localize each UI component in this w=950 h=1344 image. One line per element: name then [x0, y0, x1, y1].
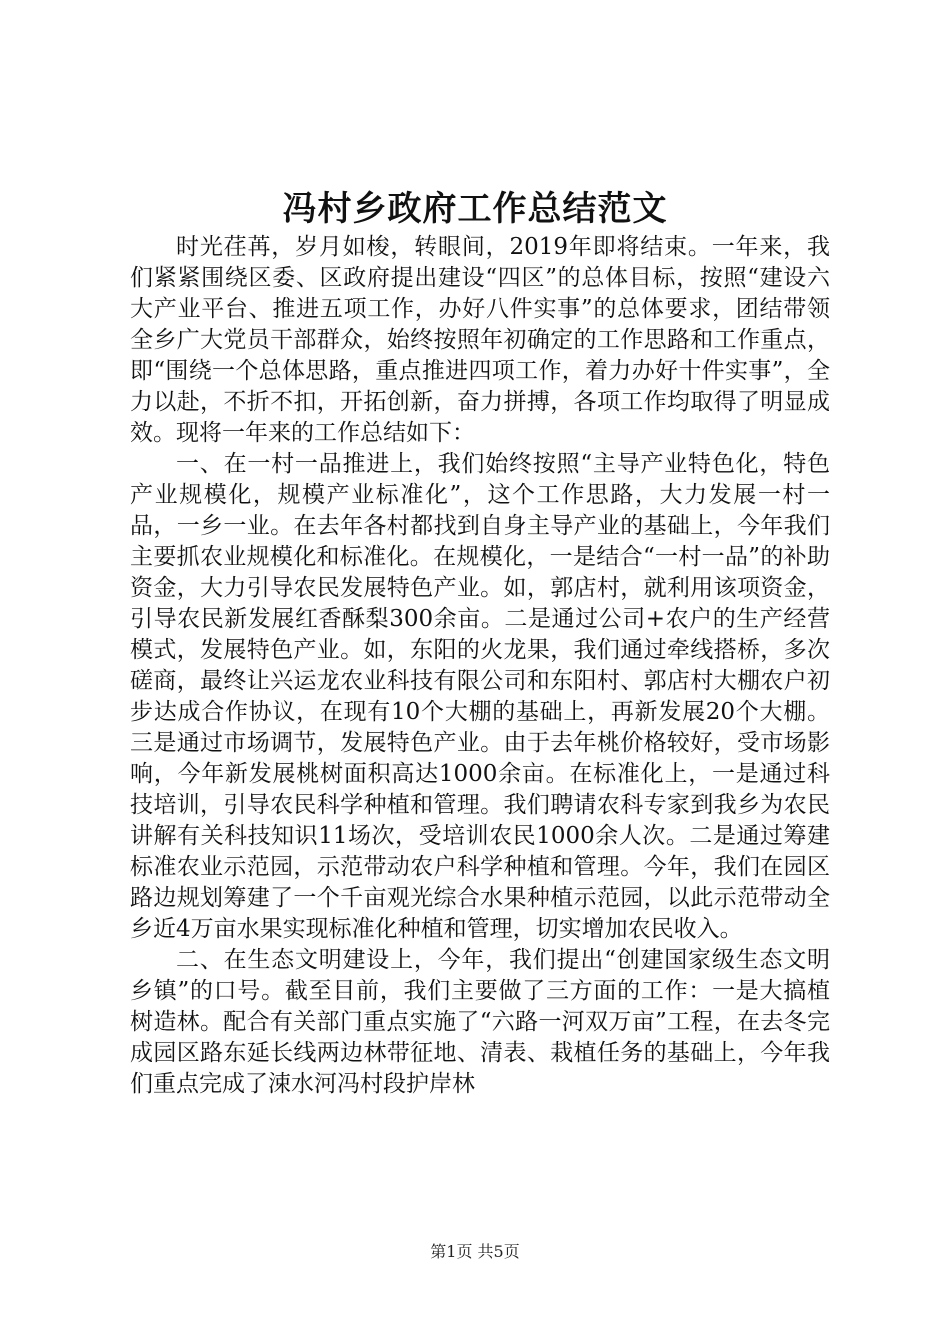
paragraph-one-village-one-product: 一、在一村一品推进上，我们始终按照“主导产业特色化，特色产业规模化，规模产业标准化”，这个工作思路，大力发展一村一品，一乡一业。在去年各村都找到自身主导产业的基础上，今年我们主要抓农业规模化和标准化。在规模化，一是结合“一村一品”的补助资金，大力引导农民发展特色产业。如，郭店村，就利用该项资金，引导农民新发展红香酥梨300余亩。二是通过公司+农户的生产经营模式，发展特色产业。如，东阳的火龙果，我们通过牵线搭桥，多次磋商，最终让兴运龙农业科技有限公司和东阳村、郭店村大棚农户初步达成合作协议，在现有10个大棚的基础上，再新发展20个大棚。三是通过市场调节，发展特色产业。由于去年桃价格较好，受市场影响，今年新发展桃树面积高达1000余亩。在标准化上，一是通过科技培训，引导农民科学种植和管理。我们聘请农科专家到我乡为农民讲解有关科技知识11场次，受培训农民1000余人次。二是通过筹建标准农业示范园，示范带动农户科学种植和管理。今年，我们在园区路边规划筹建了一个千亩观光综合水果种植示范园，以此示范带动全乡近4万亩水果实现标准化种植和管理，切实增加农民收入。 [130, 451, 830, 942]
paragraph-intro: 时光荏苒，岁月如梭，转眼间，2019年即将结束。一年来，我们紧紧围绕区委、区政府提出建设“四区”的总体目标，按照“建设六大产业平台、推进五项工作，办好八件实事”的总体要求，团结带领全乡广大党员干部群众，始终按照年初确定的工作思路和工作重点，即“围绕一个总体思路，重点推进四项工作，着力办好十件实事”，全力以赴，不折不扣，开拓创新，奋力拼搏，各项工作均取得了明显成效。现将一年来的工作总结如下： [130, 234, 830, 446]
document-body [130, 232, 830, 1100]
paragraph-ecological-civilization: 二、在生态文明建设上，今年，我们提出“创建国家级生态文明乡镇”的口号。截至目前，我们主要做了三方面的工作：一是大搞植树造林。配合有关部门重点实施了“六路一河双万亩”工程，在去冬完成园区路东延长线两边林带征地、清表、栽植任务的基础上，今年我们重点完成了涑水河冯村段护岸林 [130, 947, 830, 1097]
document-title: 冯村乡政府工作总结范文 [282, 189, 668, 229]
page-footer: 第1页 共5页 [430, 1242, 520, 1261]
